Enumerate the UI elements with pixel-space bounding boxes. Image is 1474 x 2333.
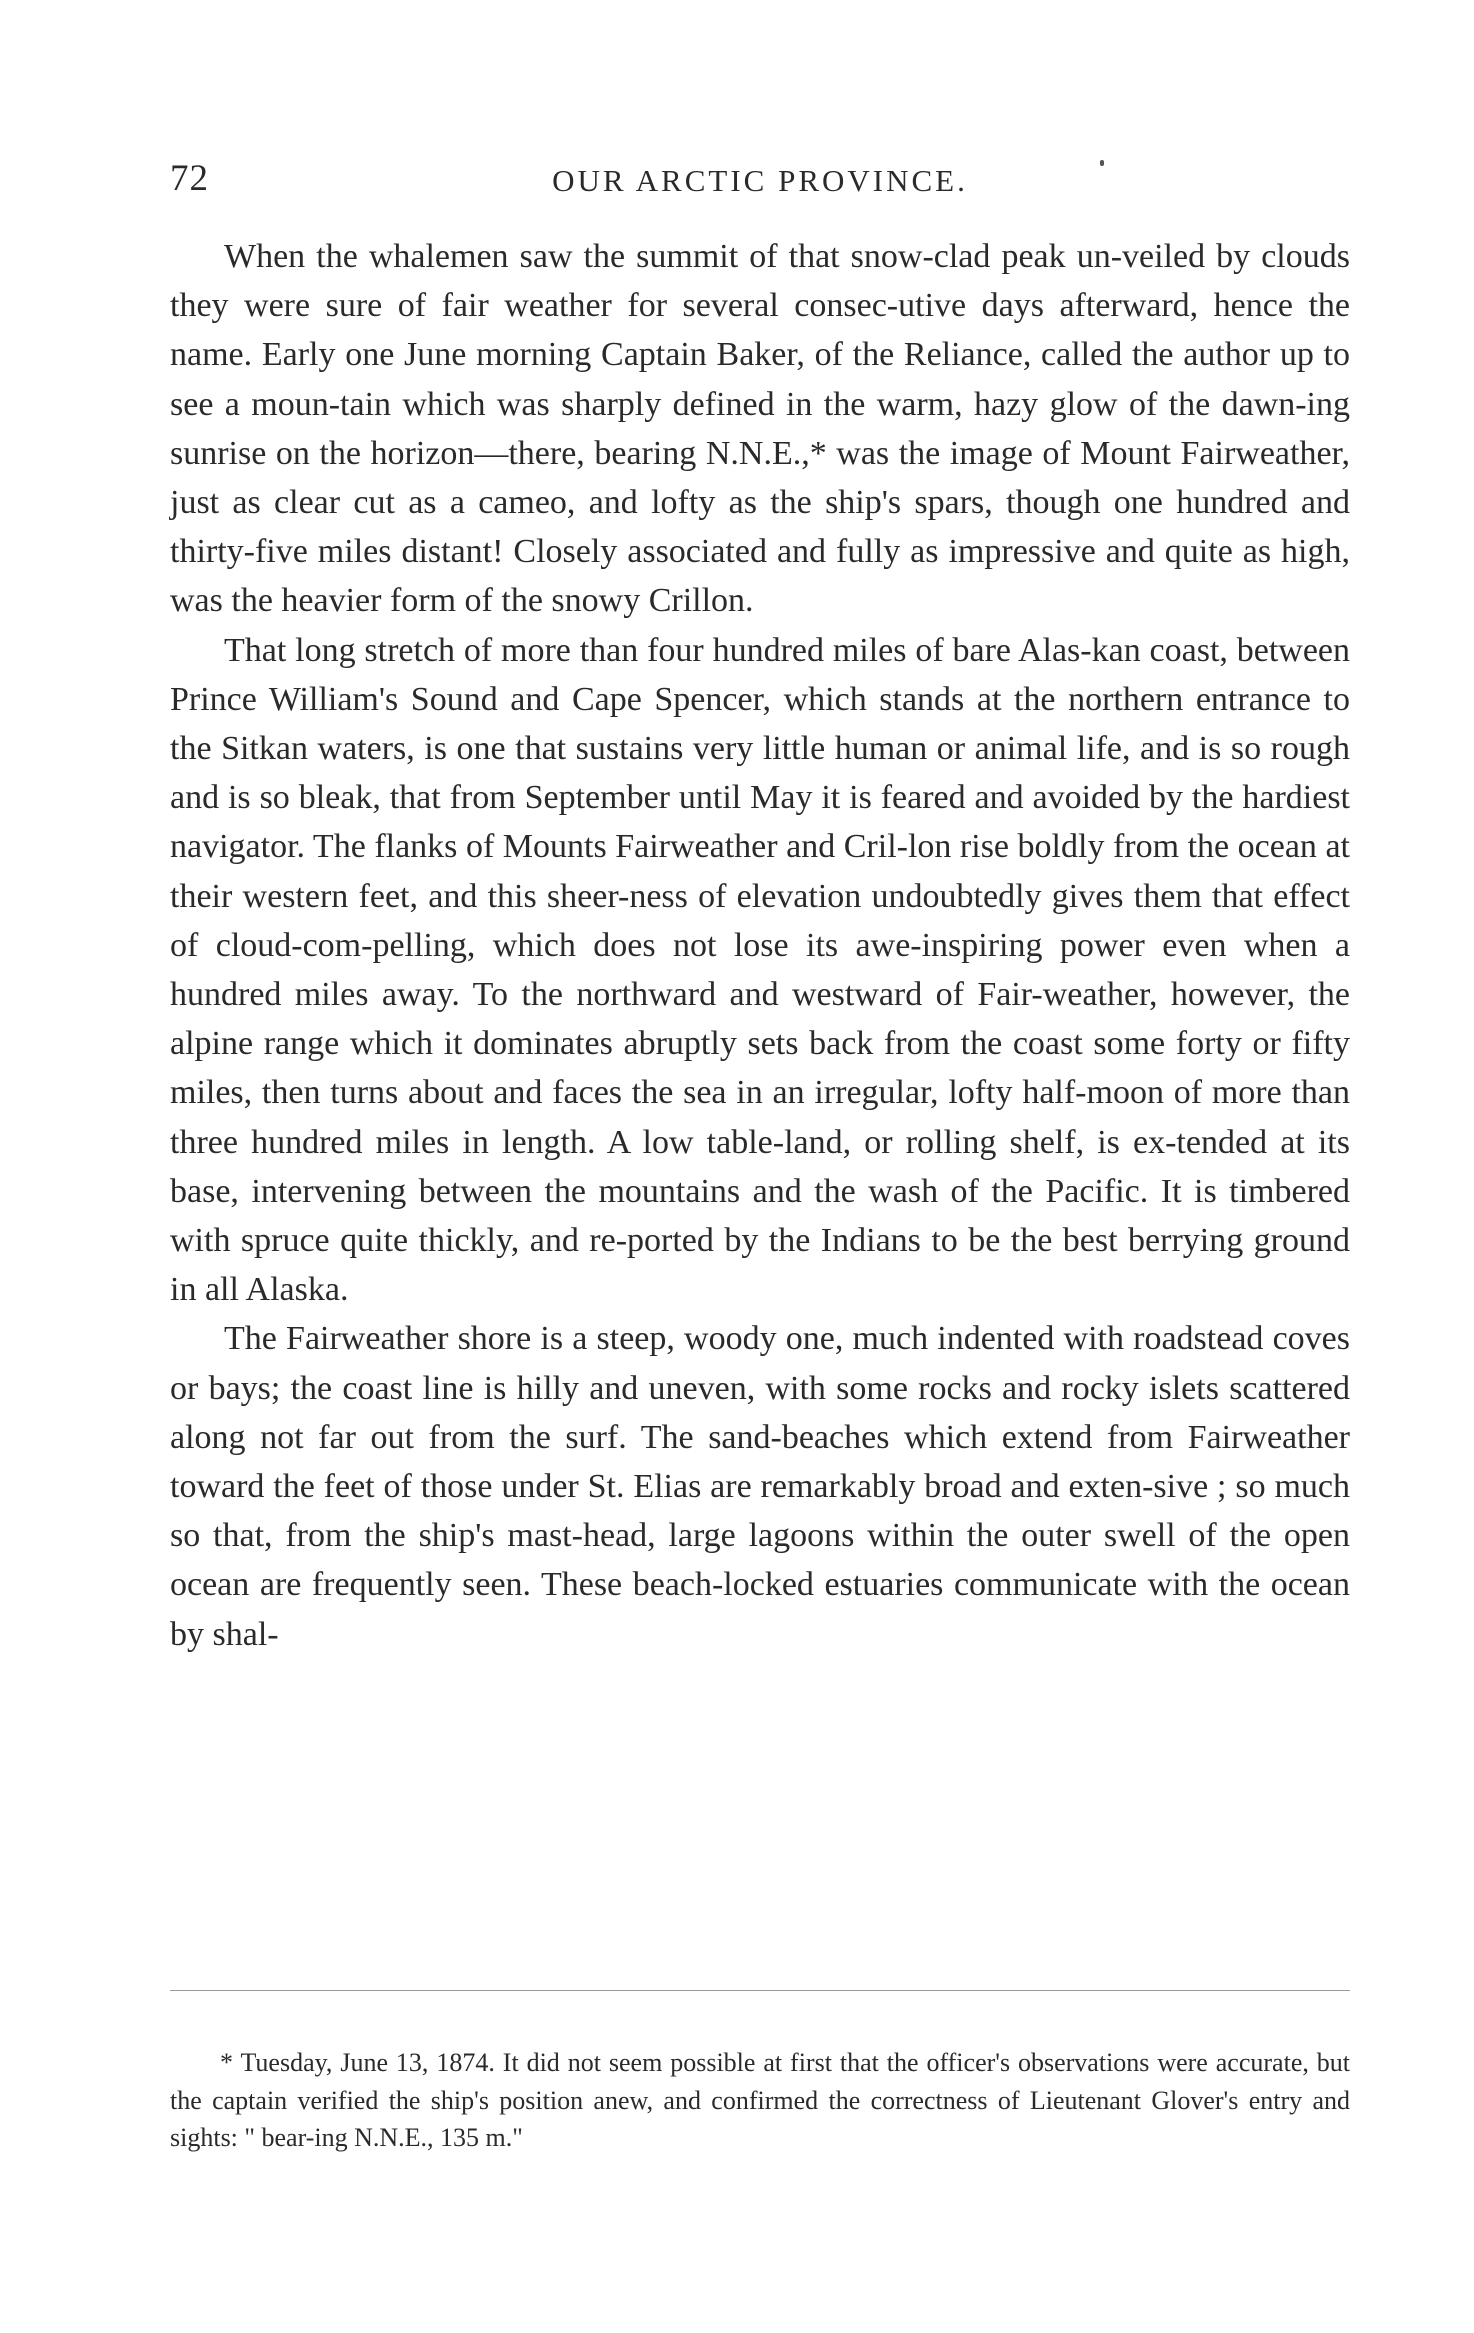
paragraph-3: The Fairweather shore is a steep, woody one, much indented with roadstead coves or bays; the coast line is hilly and uneven, with some rocks and rocky islets scattered along not far out from the surf. The sand-beaches which extend from Fairweather toward the feet of those under St. Elias are remarkably broad and exten-sive ; so much so that, from the ship's mast-head, large lagoons within the outer swell of the open ocean are frequently seen. These beach-locked estuaries communicate with the ocean by shal-	[170, 1320, 1350, 1653]
body-text	[170, 232, 1350, 1659]
page-number: 72	[170, 158, 209, 199]
ink-speck	[1100, 160, 1104, 166]
footnote	[170, 2044, 1350, 2157]
paragraph-1: When the whalemen saw the summit of that snow-clad peak un-veiled by clouds they were sure of fair weather for several consec-utive days afterward, hence the name. Early one June morning Captain Baker, of the Reliance, called the author up to see a moun-tain which was sharply defined in the warm, hazy glow of the dawn-ing sunrise on the horizon—there, bearing N.N.E.,* was the image of Mount Fairweather, just as clear cut as a cameo, and lofty as the ship's spars, though one hundred and thirty-five miles distant! Closely associated and fully as impressive and quite as high, was the heavier form of the snowy Crillon.	[170, 238, 1350, 620]
footnote-rule	[170, 1990, 1350, 1991]
running-head	[170, 155, 1350, 205]
footnote-text: * Tuesday, June 13, 1874. It did not seem possible at first that the officer's observations were accurate, but the captain verified the ship's position anew, and confirmed the correctness of Lieutenant Glover's entry and sights: " bear-ing N.N.E., 135 m."	[170, 2048, 1350, 2152]
paragraph-2: That long stretch of more than four hundred miles of bare Alas-kan coast, between Prince William's Sound and Cape Spencer, which stands at the northern entrance to the Sitkan waters, is one that sustains very little human or animal life, and is so rough and is so bleak, that from September until May it is feared and avoided by the hardiest navigator. The flanks of Mounts Fairweather and Cril-lon rise boldly from the ocean at their western feet, and this sheer-ness of elevation undoubtedly gives them that effect of cloud-com-pelling, which does not lose its awe-inspiring power even when a hundred miles away. To the northward and westward of Fair-weather, however, the alpine range which it dominates abruptly sets back from the coast some forty or fifty miles, then turns about and faces the sea in an irregular, lofty half-moon of more than three hundred miles in length. A low table-land, or rolling shelf, is ex-tended at its base, intervening between the mountains and the wash of the Pacific. It is timbered with spruce quite thickly, and re-ported by the Indians to be the best berrying ground in all Alaska.	[170, 631, 1350, 1309]
running-title: OUR ARCTIC PROVINCE.	[552, 163, 968, 198]
